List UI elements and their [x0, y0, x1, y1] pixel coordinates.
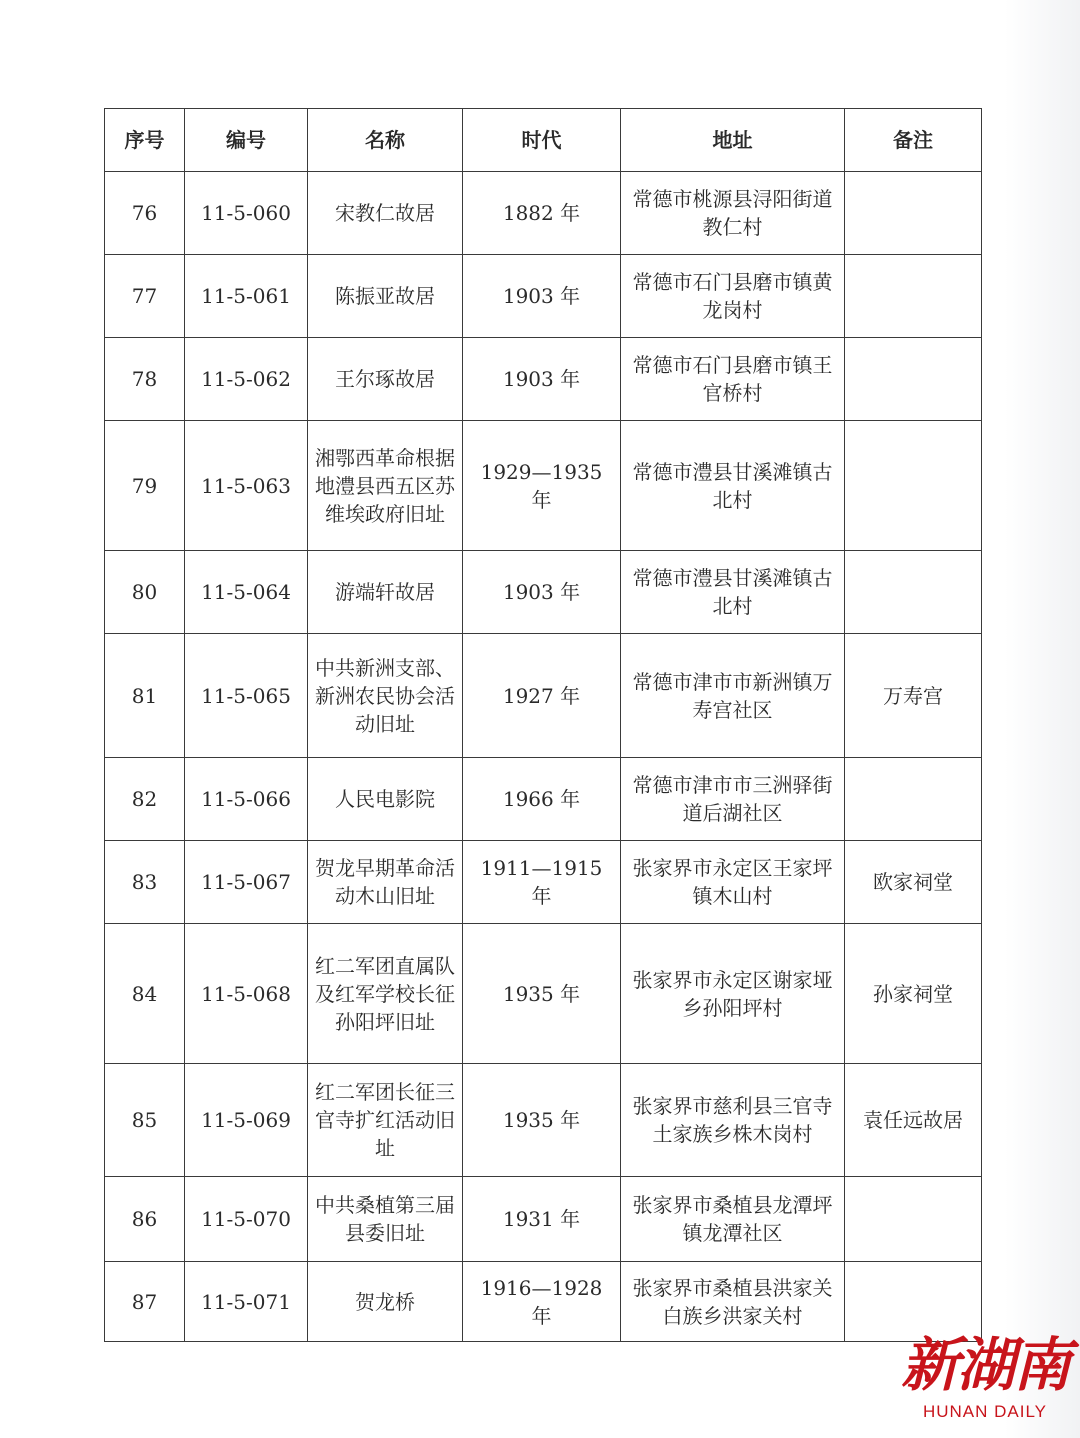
header-note: 备注: [845, 109, 982, 172]
cell-note: 万寿宫: [845, 634, 982, 758]
cell-serial: 83: [105, 841, 185, 924]
table-row: [105, 1177, 982, 1262]
cell-address: 常德市石门县磨市镇王官桥村: [621, 338, 845, 421]
cell-note: 孙家祠堂: [845, 924, 982, 1064]
cell-address: 常德市澧县甘溪滩镇古北村: [621, 421, 845, 551]
heritage-site-table: [104, 108, 982, 1342]
cell-era: 1911—1915 年: [463, 841, 621, 924]
table-row: [105, 1262, 982, 1342]
cell-code: 11-5-061: [185, 255, 308, 338]
cell-code: 11-5-060: [185, 172, 308, 255]
cell-era: 1935 年: [463, 1064, 621, 1177]
cell-era: 1929—1935 年: [463, 421, 621, 551]
cell-serial: 85: [105, 1064, 185, 1177]
cell-name: 中共新洲支部、新洲农民协会活动旧址: [308, 634, 463, 758]
header-name: 名称: [308, 109, 463, 172]
cell-address: 常德市津市市三洲驿街道后湖社区: [621, 758, 845, 841]
table-row: [105, 841, 982, 924]
cell-era: 1903 年: [463, 338, 621, 421]
hunan-daily-logo: [900, 1330, 1070, 1430]
cell-serial: 86: [105, 1177, 185, 1262]
table-row: [105, 924, 982, 1064]
cell-name: 王尔琢故居: [308, 338, 463, 421]
cell-address: 张家界市永定区王家坪镇木山村: [621, 841, 845, 924]
cell-address: 常德市津市市新洲镇万寿宫社区: [621, 634, 845, 758]
logo-subtitle: HUNAN DAILY: [922, 1402, 1048, 1421]
header-era: 时代: [463, 109, 621, 172]
cell-name: 红二军团直属队及红军学校长征孙阳坪旧址: [308, 924, 463, 1064]
cell-name: 贺龙早期革命活动木山旧址: [308, 841, 463, 924]
cell-address: 张家界市慈利县三官寺土家族乡株木岗村: [621, 1064, 845, 1177]
cell-code: 11-5-070: [185, 1177, 308, 1262]
cell-note: [845, 758, 982, 841]
cell-name: 红二军团长征三官寺扩红活动旧址: [308, 1064, 463, 1177]
table-row: [105, 1064, 982, 1177]
cell-serial: 77: [105, 255, 185, 338]
cell-name: 宋教仁故居: [308, 172, 463, 255]
cell-era: 1882 年: [463, 172, 621, 255]
cell-code: 11-5-066: [185, 758, 308, 841]
cell-name: 陈振亚故居: [308, 255, 463, 338]
cell-serial: 76: [105, 172, 185, 255]
table-row: [105, 338, 982, 421]
cell-serial: 81: [105, 634, 185, 758]
cell-note: [845, 172, 982, 255]
header-serial: 序号: [105, 109, 185, 172]
cell-name: 游端轩故居: [308, 551, 463, 634]
cell-note: 袁任远故居: [845, 1064, 982, 1177]
cell-address: 张家界市永定区谢家垭乡孙阳坪村: [621, 924, 845, 1064]
cell-note: [845, 421, 982, 551]
cell-code: 11-5-068: [185, 924, 308, 1064]
cell-note: [845, 551, 982, 634]
header-code: 编号: [185, 109, 308, 172]
table-body: [105, 172, 982, 1342]
table-row: [105, 255, 982, 338]
cell-code: 11-5-063: [185, 421, 308, 551]
cell-serial: 78: [105, 338, 185, 421]
cell-name: 湘鄂西革命根据地澧县西五区苏维埃政府旧址: [308, 421, 463, 551]
cell-serial: 82: [105, 758, 185, 841]
table-header-row: [105, 109, 982, 172]
cell-era: 1916—1928 年: [463, 1262, 621, 1342]
cell-serial: 79: [105, 421, 185, 551]
cell-address: 常德市桃源县浔阳街道教仁村: [621, 172, 845, 255]
logo-wordmark: 新湖南: [900, 1331, 1069, 1399]
cell-code: 11-5-071: [185, 1262, 308, 1342]
cell-address: 常德市石门县磨市镇黄龙岗村: [621, 255, 845, 338]
cell-code: 11-5-065: [185, 634, 308, 758]
table-row: [105, 172, 982, 255]
cell-name: 贺龙桥: [308, 1262, 463, 1342]
cell-code: 11-5-069: [185, 1064, 308, 1177]
cell-era: 1903 年: [463, 255, 621, 338]
cell-note: [845, 255, 982, 338]
table-row: [105, 758, 982, 841]
cell-address: 张家界市桑植县洪家关白族乡洪家关村: [621, 1262, 845, 1342]
table-row: [105, 551, 982, 634]
cell-serial: 87: [105, 1262, 185, 1342]
table-row: [105, 421, 982, 551]
cell-note: 欧家祠堂: [845, 841, 982, 924]
cell-name: 人民电影院: [308, 758, 463, 841]
table-row: [105, 634, 982, 758]
cell-note: [845, 1177, 982, 1262]
cell-era: 1927 年: [463, 634, 621, 758]
cell-code: 11-5-067: [185, 841, 308, 924]
header-address: 地址: [621, 109, 845, 172]
cell-serial: 80: [105, 551, 185, 634]
cell-era: 1903 年: [463, 551, 621, 634]
cell-serial: 84: [105, 924, 185, 1064]
cell-code: 11-5-064: [185, 551, 308, 634]
cell-note: [845, 338, 982, 421]
cell-code: 11-5-062: [185, 338, 308, 421]
cell-era: 1966 年: [463, 758, 621, 841]
cell-era: 1935 年: [463, 924, 621, 1064]
cell-name: 中共桑植第三届县委旧址: [308, 1177, 463, 1262]
cell-address: 常德市澧县甘溪滩镇古北村: [621, 551, 845, 634]
cell-address: 张家界市桑植县龙潭坪镇龙潭社区: [621, 1177, 845, 1262]
cell-era: 1931 年: [463, 1177, 621, 1262]
